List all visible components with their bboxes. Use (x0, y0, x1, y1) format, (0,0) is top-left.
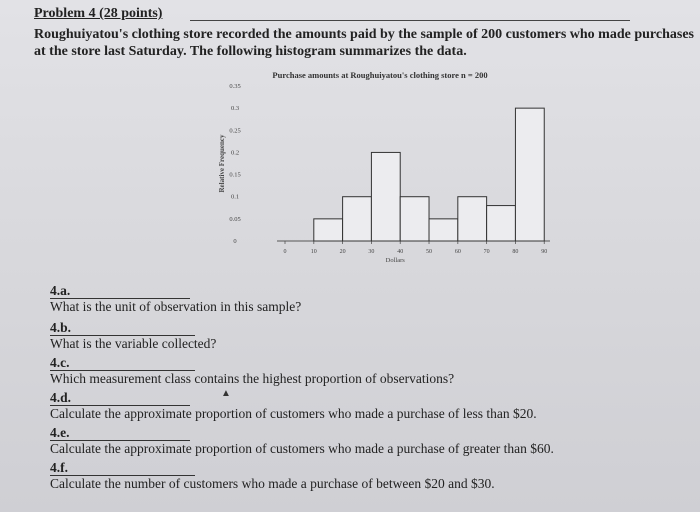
x-tick-label: 50 (426, 249, 433, 255)
question-text: Which measurement class contains the highest proportion of observations? (50, 371, 455, 386)
problem-title: Problem 4 (28 points) (34, 6, 163, 21)
question-number: 4.c. (50, 355, 70, 370)
x-tick-label: 0 (283, 249, 287, 255)
histogram-bar (458, 197, 487, 241)
y-tick-label: 0 (233, 238, 237, 245)
y-tick-label: 0.05 (229, 215, 241, 223)
question-number: 4.a. (50, 283, 71, 298)
question-text: Calculate the approximate proportion of customers who made a purchase of greater than $60. (50, 441, 554, 456)
histogram-bar (400, 197, 429, 241)
x-axis-label: Dollars (385, 257, 405, 264)
x-tick-label: 30 (368, 249, 375, 255)
x-tick-label: 10 (310, 249, 317, 255)
y-tick-label: 0.1 (230, 193, 240, 201)
y-tick-label: 0.3 (230, 105, 240, 113)
histogram-chart (200, 66, 560, 276)
question-text: Calculate the approximate proportion of customers who made a purchase of less than $20. (50, 406, 537, 421)
problem-intro: Roughuiyatou's clothing store recorded the amounts paid by the sample of 200 customers who made purchases at the store last Saturday. The following histogram summarizes the data. (34, 27, 694, 59)
histogram-svg (200, 66, 560, 276)
y-tick-label: 0.35 (229, 83, 241, 90)
histogram-bar (487, 206, 516, 241)
question-number: 4.b. (50, 320, 72, 335)
histogram-bar (314, 219, 343, 241)
question-number: 4.f. (50, 460, 68, 475)
question-text: What is the unit of observation in this sample? (50, 299, 302, 314)
x-tick-label: 60 (454, 249, 461, 255)
y-tick-label: 0.15 (229, 171, 241, 179)
title-underline (190, 20, 630, 21)
histogram-bar (371, 152, 400, 241)
question-text: What is the variable collected? (50, 336, 217, 351)
y-tick-label: 0.25 (229, 127, 241, 135)
x-tick-label: 70 (483, 249, 490, 255)
x-tick-label: 80 (512, 249, 519, 255)
x-tick-label: 90 (541, 249, 548, 255)
mouse-cursor-icon: ▲ (221, 388, 231, 399)
x-tick-label: 40 (397, 249, 404, 255)
histogram-bar (429, 219, 458, 241)
y-axis-label: Relative Frequency (218, 134, 226, 193)
question-number: 4.e. (50, 425, 70, 440)
x-tick-label: 20 (339, 249, 346, 255)
y-tick-label: 0.2 (230, 149, 240, 157)
chart-title: Purchase amounts at Roughuiyatou's clothing store n = 200 (272, 70, 488, 80)
question-number: 4.d. (50, 390, 72, 405)
question-text: Calculate the number of customers who made a purchase of between $20 and $30. (50, 476, 495, 491)
histogram-bar (343, 197, 372, 241)
histogram-bar (515, 108, 544, 241)
